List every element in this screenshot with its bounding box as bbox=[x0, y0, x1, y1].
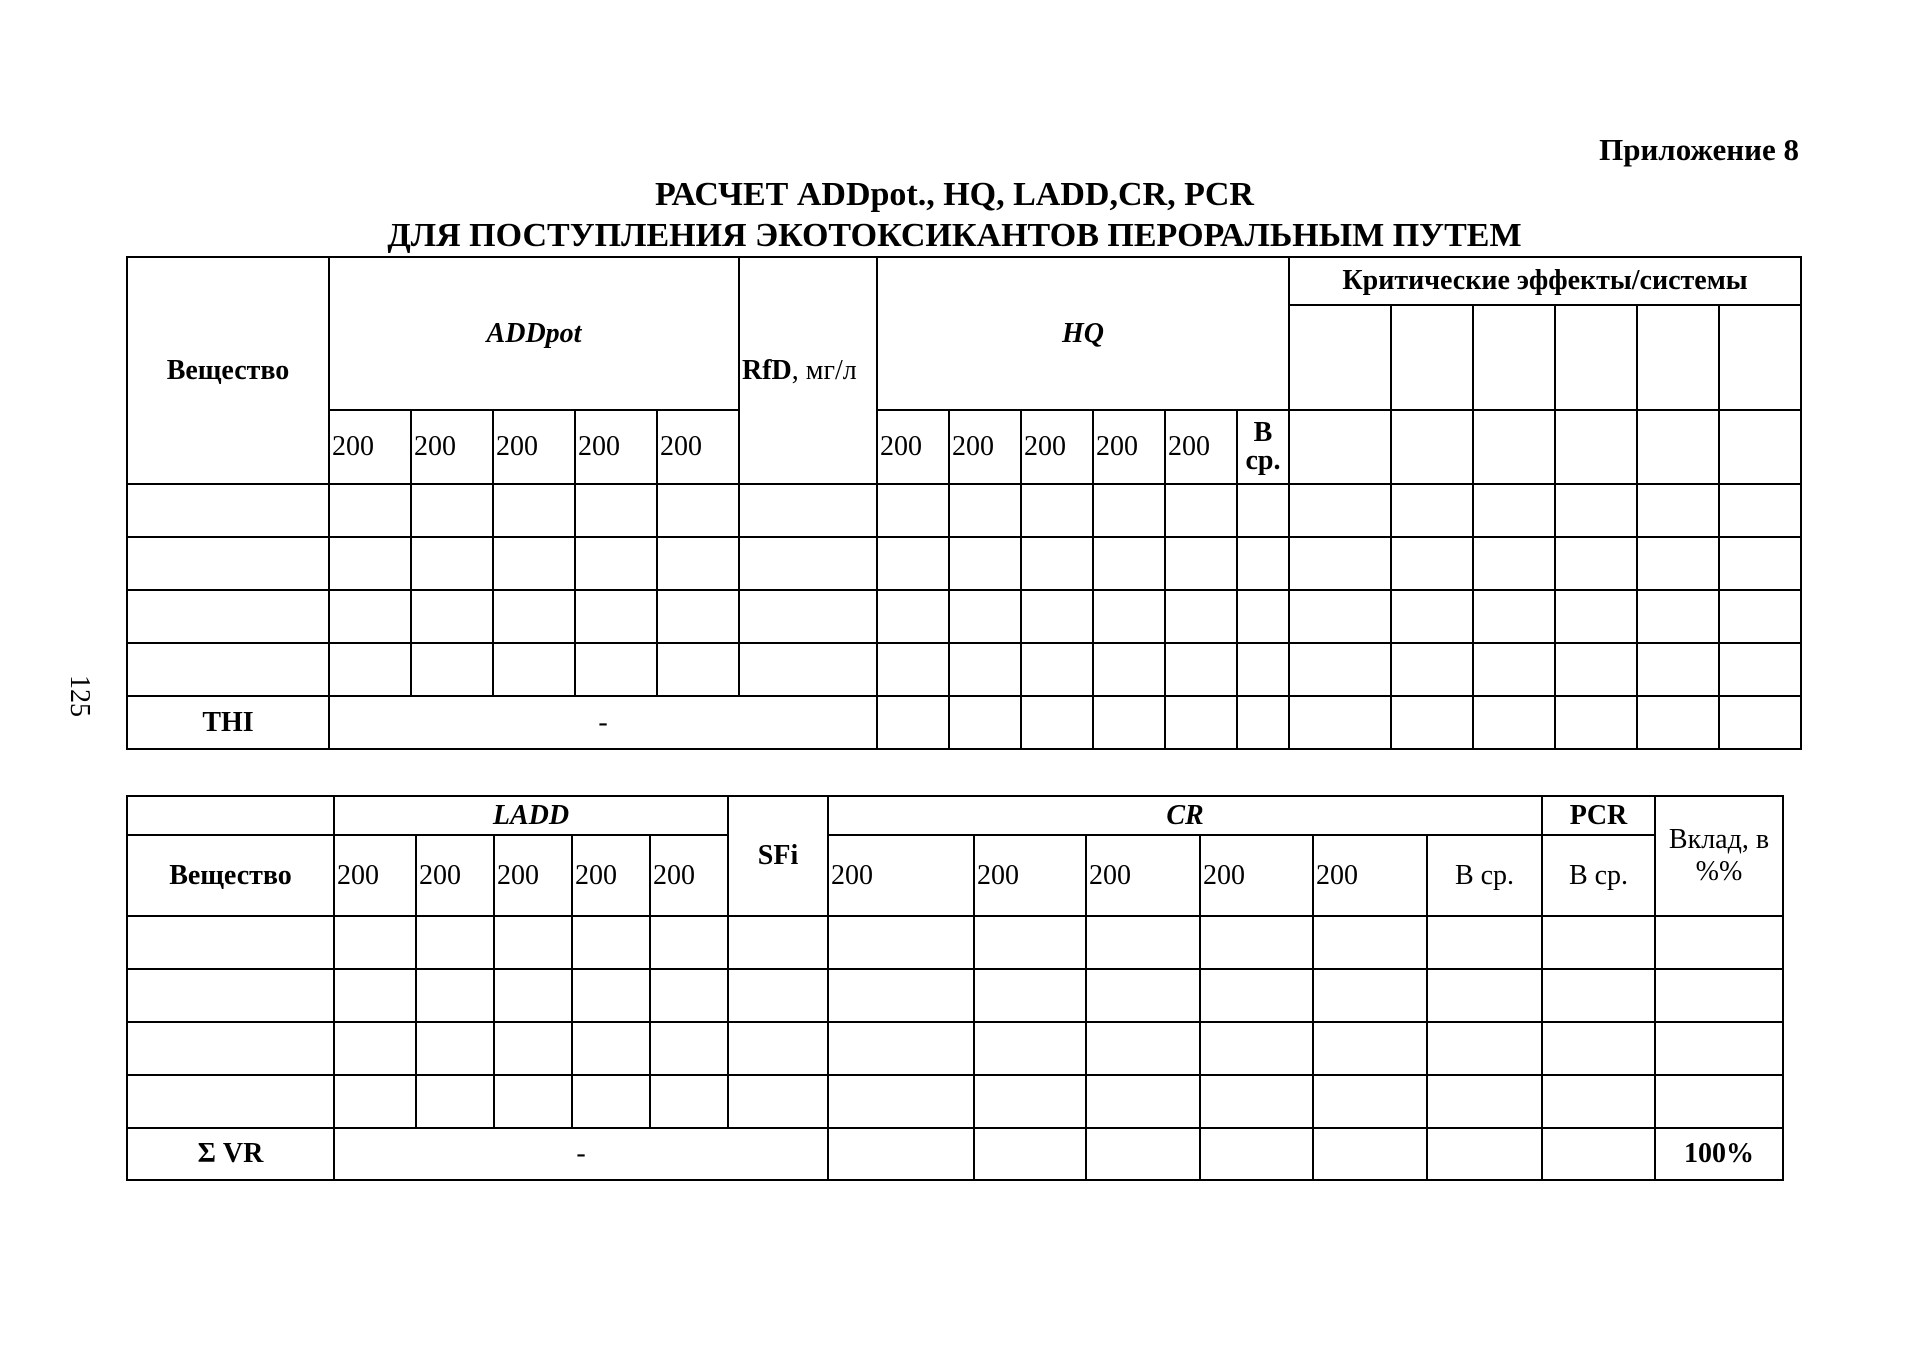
addpot-year: 200 bbox=[657, 410, 739, 484]
critical-cell bbox=[1391, 410, 1473, 484]
critical-effects-header: Критические эффекты/системы bbox=[1289, 257, 1801, 305]
table-row bbox=[127, 537, 1801, 590]
rfd-header bbox=[739, 257, 877, 484]
addpot-header: ADDpot bbox=[329, 257, 739, 410]
addpot-year: 200 bbox=[493, 410, 575, 484]
total-percent: 100% bbox=[1655, 1128, 1783, 1180]
table-row bbox=[127, 643, 1801, 696]
ladd-cr-table bbox=[126, 795, 1784, 1181]
ladd-year: 200 bbox=[334, 835, 416, 916]
critical-cell bbox=[1637, 410, 1719, 484]
cr-year: 200 bbox=[1086, 835, 1200, 916]
pcr-header: PCR bbox=[1542, 796, 1655, 835]
pcr-average-header: В ср. bbox=[1542, 835, 1655, 916]
cr-year: 200 bbox=[828, 835, 974, 916]
sum-label: Σ VR bbox=[127, 1128, 334, 1180]
hq-year: 200 bbox=[949, 410, 1021, 484]
sfi-header: SFi bbox=[728, 796, 828, 916]
table-row bbox=[127, 484, 1801, 537]
thi-value: - bbox=[329, 696, 877, 749]
rfd-label: RfD bbox=[742, 354, 792, 386]
sum-value: - bbox=[334, 1128, 828, 1180]
table-row bbox=[127, 590, 1801, 643]
substance-header: Вещество bbox=[127, 257, 329, 484]
hq-year: 200 bbox=[1021, 410, 1093, 484]
hq-year: 200 bbox=[877, 410, 949, 484]
table-row bbox=[127, 916, 1783, 969]
page-title-line1: РАСЧЕТ ADDpot., HQ, LADD,CR, PCR bbox=[655, 176, 1254, 213]
addpot-hq-table bbox=[126, 256, 1802, 750]
page-title-line2: ДЛЯ ПОСТУПЛЕНИЯ ЭКОТОКСИКАНТОВ ПЕРОРАЛЬНЫМ ПУТЕМ bbox=[387, 217, 1522, 254]
ladd-year: 200 bbox=[416, 835, 494, 916]
cr-average-header: В ср. bbox=[1427, 835, 1542, 916]
critical-cell bbox=[1289, 305, 1391, 410]
hq-year: 200 bbox=[1165, 410, 1237, 484]
ladd-year: 200 bbox=[494, 835, 572, 916]
cr-year: 200 bbox=[1313, 835, 1427, 916]
addpot-year: 200 bbox=[411, 410, 493, 484]
critical-cell bbox=[1637, 305, 1719, 410]
addpot-year: 200 bbox=[329, 410, 411, 484]
contribution-header: Вклад, в %% bbox=[1655, 796, 1783, 916]
critical-cell bbox=[1719, 305, 1801, 410]
table-row bbox=[127, 1075, 1783, 1128]
table-row bbox=[127, 969, 1783, 1022]
appendix-label: Приложение 8 bbox=[1599, 132, 1799, 167]
cr-year: 200 bbox=[1200, 835, 1313, 916]
thi-row bbox=[127, 696, 1801, 749]
critical-cell bbox=[1719, 410, 1801, 484]
critical-cell bbox=[1473, 410, 1555, 484]
critical-cell bbox=[1289, 410, 1391, 484]
cr-year: 200 bbox=[974, 835, 1086, 916]
table-row bbox=[127, 1022, 1783, 1075]
hq-header: HQ bbox=[877, 257, 1289, 410]
critical-cell bbox=[1473, 305, 1555, 410]
critical-cell bbox=[1391, 305, 1473, 410]
addpot-year: 200 bbox=[575, 410, 657, 484]
rfd-unit: , мг/л bbox=[791, 354, 857, 386]
ladd-header: LADD bbox=[334, 796, 728, 835]
ladd-year: 200 bbox=[572, 835, 650, 916]
ladd-year: 200 bbox=[650, 835, 728, 916]
hq-year: 200 bbox=[1093, 410, 1165, 484]
thi-label: THI bbox=[127, 696, 329, 749]
empty-header-cell bbox=[127, 796, 334, 835]
page-number: 125 bbox=[64, 675, 95, 717]
hq-average-header: В ср. bbox=[1237, 410, 1289, 484]
substance-header: Вещество bbox=[127, 835, 334, 916]
critical-cell bbox=[1555, 305, 1637, 410]
critical-cell bbox=[1555, 410, 1637, 484]
cr-header: CR bbox=[828, 796, 1542, 835]
sum-row bbox=[127, 1128, 1783, 1180]
